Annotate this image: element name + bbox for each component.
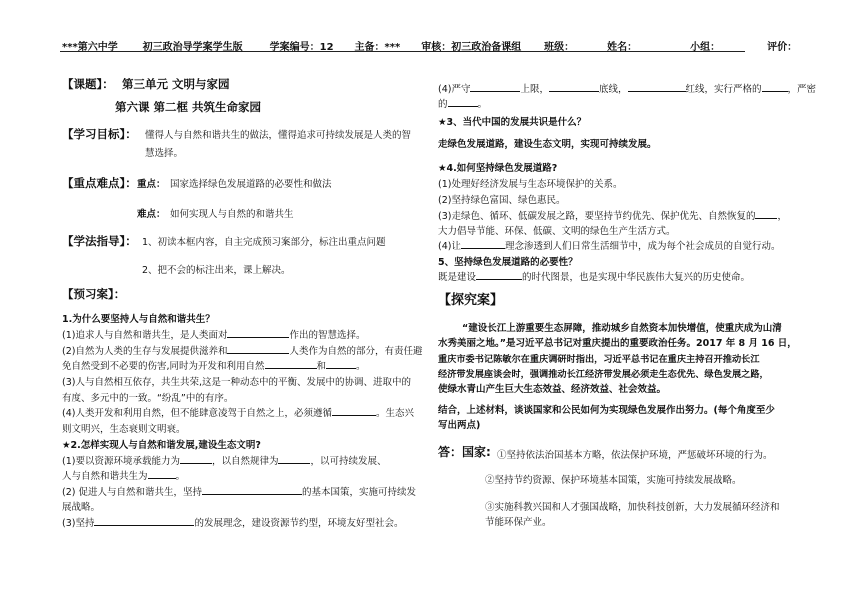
explore-label: 【探究案】 <box>438 293 504 308</box>
q3-answer: 走绿色发展道路，建设生态文明，实现可持续发展。 <box>438 139 657 150</box>
goal-line-1: 懂得人与自然和谐共生的做法，懂得追求可持续发展是人类的智 <box>145 130 412 141</box>
q2-item-2: (2) 促进人与自然和谐共生，坚持 的基本国策，实施可持续发 <box>62 487 416 498</box>
title-lesson: 第六课 第二框 共筑生命家园 <box>115 100 262 114</box>
q1-item-4: (4)人类开发和利用自然，但不能肆意凌驾于自然之上，必须遵循 。生态兴 <box>62 408 414 419</box>
header-reviewer: 审核：初三政治备课组 <box>421 42 522 53</box>
header-number: 学案编号：12 <box>269 42 334 53</box>
task-line-2: 写出两点) <box>438 420 481 431</box>
header-underline <box>60 51 745 52</box>
blank[interactable] <box>476 270 522 280</box>
blank[interactable] <box>227 344 289 354</box>
blank[interactable] <box>202 485 302 495</box>
q4-item-2: (2)坚持绿色富国、绿色惠民。 <box>438 195 566 206</box>
q2-item-1: (1)要以资源环境承载能力为 ，以自然规律为 ，以可持续发展、 <box>62 456 387 467</box>
case-line-4: 使绿水青山产生巨大生态效益、经济效益、社会效益。 <box>438 384 667 395</box>
blank[interactable] <box>326 359 356 369</box>
blank[interactable] <box>265 359 317 369</box>
case-line-3: 重庆市委书记陈敏尔在重庆调研时指出，习近平总书记在重庆主持召开推动长江 <box>438 354 760 365</box>
answer-3: ③实施科教兴国和人才强国战略，加快科技创新，大力发展循环经济和 <box>485 502 780 513</box>
blank[interactable] <box>94 516 194 526</box>
q2-item-1-cont: 人与自然和谐共生为 。 <box>62 471 186 482</box>
r-item-4-cont: 的 。 <box>438 99 488 110</box>
title-unit: 第三单元 文明与家园 <box>122 77 230 91</box>
q4-item-3: (3)走绿色、循环、低碳发展之路，要坚持节约优先、保护优先、自然恢复的 ， <box>438 211 787 222</box>
blank[interactable] <box>755 209 777 219</box>
r-item-4: (4)严守 上限， 底线， 红线，实行严格的 ，严密 <box>438 84 817 95</box>
preview-label: 【预习案】： <box>62 287 126 301</box>
task-line-1: 结合，上述材料，谈谈国家和公民如何为实现绿色发展作出努力。(每个角度至少 <box>438 405 775 416</box>
q1-item-2: (2)自然为人类的生存与发展提供滋养和 人类作为自然的部分，有责任避 <box>62 346 423 357</box>
key-point-label: 重点： <box>137 179 166 190</box>
blank[interactable] <box>148 469 176 479</box>
answer-label: 答：国家: <box>438 445 491 459</box>
answer-1: ①坚持依法治国基本方略，依法保护环境，严惩破坏环境的行为。 <box>497 450 773 461</box>
q1-item-4-cont: 则文明兴，生态衰则文明衰。 <box>62 424 186 435</box>
q1-item-2-cont: 免自然受到不必要的伤害,同时为开发和利用自然 和 。 <box>62 361 366 372</box>
header-plan: 初三政治导学案学生版 <box>142 42 243 53</box>
answer-3-cont: 节能环保产业。 <box>485 517 552 528</box>
q1-item-3: (3)人与自然相互依存，共生共荣,这是一种动态中的平衡、发展中的协调、进取中的 <box>62 377 411 388</box>
header-eval: 评价： <box>767 42 798 53</box>
header-school: ***第六中学 <box>62 42 118 53</box>
goal-label: 【学习目标】： <box>62 127 137 141</box>
header-class: 班级： <box>544 42 575 53</box>
diff-label: 难点： <box>137 209 166 220</box>
q2-item-2-cont: 展战略。 <box>62 502 101 513</box>
blank[interactable] <box>470 82 520 92</box>
q5-heading: 5、坚持绿色发展道路的必要性？ <box>438 257 578 268</box>
key-label: 【重点难点】： <box>62 176 137 190</box>
case-line-3b: 经济带发展座谈会时，强调推动长江经济带发展必须走生态优先、绿色发展之路， <box>438 369 769 380</box>
q1-item-3-cont: 有度、多元中的一致。“纷乱”中的有序。 <box>62 393 234 404</box>
q1-heading: 1.为什么要坚持人与自然和谐共生？ <box>62 314 215 325</box>
q1-item-1: (1)追求人与自然和谐共生，是人类面对 作出的智慧选择。 <box>62 330 366 341</box>
blank[interactable] <box>332 406 376 416</box>
method-line-1: 1、初读本框内容，自主完成预习案部分，标注出重点问题 <box>142 237 386 248</box>
header-author: 主备：*** <box>354 42 401 53</box>
answer-2: ②坚持节约资源、保护环境基本国策，实施可持续发展战略。 <box>485 475 742 486</box>
title-label: 【课题】： <box>62 77 114 91</box>
header-name: 姓名： <box>607 42 638 53</box>
diff-text: 如何实现人与自然的和谐共生 <box>170 209 294 220</box>
q3-heading: ★3、当代中国的发展共识是什么？ <box>438 117 587 128</box>
blank[interactable] <box>549 82 599 92</box>
blank[interactable] <box>278 454 310 464</box>
blank[interactable] <box>628 82 686 92</box>
case-line-1: “建设长江上游重要生态屏障，推动城乡自然资本加快增值，使重庆成为山清 <box>462 323 782 334</box>
blank[interactable] <box>448 97 478 107</box>
q2-item-3: (3)坚持 的发展理念，建设资源节约型，环境友好型社会。 <box>62 518 404 529</box>
q4-item-3-cont: 大力倡导节能、环保、低碳、文明的绿色生产生活方式。 <box>438 226 676 237</box>
blank[interactable] <box>762 82 788 92</box>
method-label: 【学法指导】： <box>62 234 137 248</box>
blank[interactable] <box>227 328 289 338</box>
q4-item-1: (1)处理好经济发展与生态环境保护的关系。 <box>438 179 623 190</box>
blank[interactable] <box>180 454 212 464</box>
q4-heading: ★4.如何坚持绿色发展道路? <box>438 163 558 174</box>
goal-line-2: 慧选择。 <box>145 148 184 159</box>
blank[interactable] <box>461 239 505 249</box>
header-group: 小组： <box>690 42 721 53</box>
key-point: 国家选择绿色发展道路的必要性和做法 <box>170 179 332 190</box>
case-line-2: 水秀美丽之地。”是习近平总书记对重庆提出的重要政治任务。2017 年 8 月 16 日， <box>438 338 797 349</box>
q4-item-4: (4)让 理念渗透到人们日常生活细节中，成为每个社会成员的自觉行动。 <box>438 241 781 252</box>
q5-answer: 既是建设 的时代图景，也是实现中华民族伟大复兴的历史使命。 <box>438 272 751 283</box>
method-line-2: 2、把不会的标注出来，课上解决。 <box>142 265 291 276</box>
q2-heading: ★2.怎样实现人与自然和谐发展,建设生态文明? <box>62 440 261 451</box>
